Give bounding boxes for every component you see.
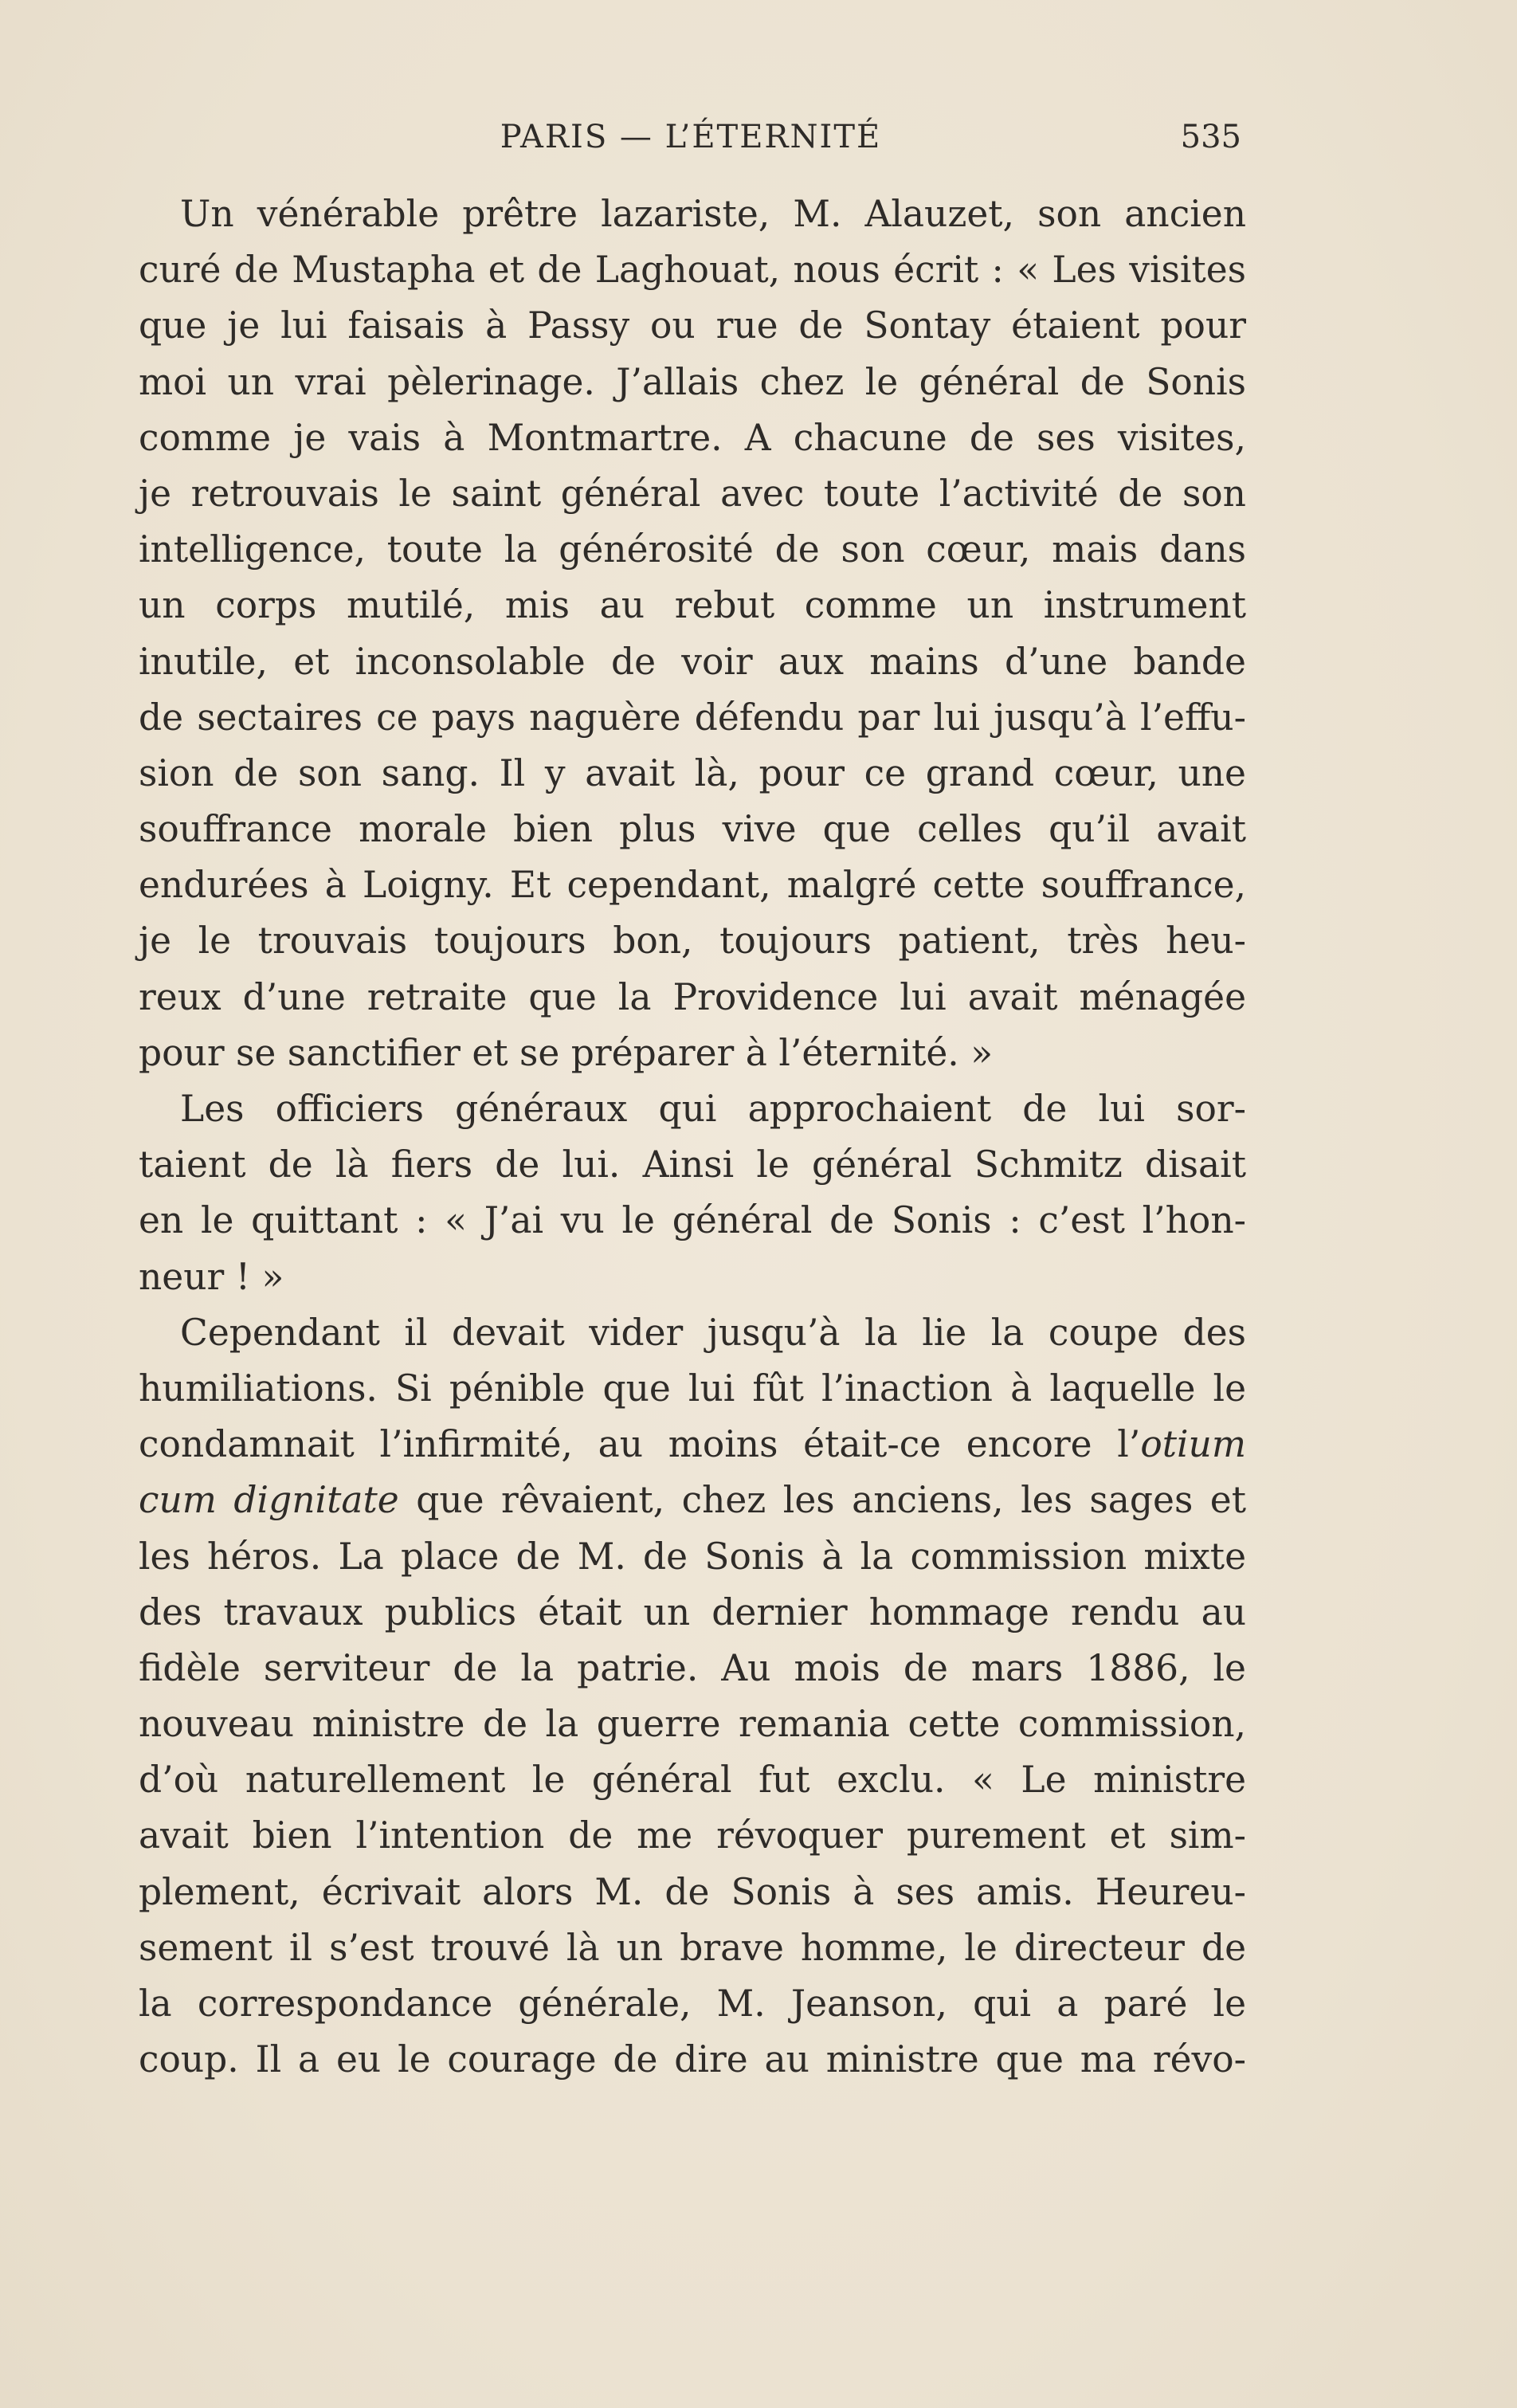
text-line: endurées à Loigny. Et cependant, malgré cette souffrance, (139, 864, 1246, 907)
text-line: coup. Il a eu le courage de dire au ministre que ma révo- (139, 2038, 1246, 2081)
text-line: les héros. La place de M. de Sonis à la commission mixte (139, 1535, 1246, 1578)
text-line: un corps mutilé, mis au rebut comme un instrument (139, 584, 1246, 627)
text-line: sion de son sang. Il y avait là, pour ce grand cœur, une (139, 751, 1246, 794)
text-line: Les officiers généraux qui approchaient de lui sor- (180, 1088, 1246, 1130)
text-line: plement, écrivait alors M. de Sonis à ses amis. Heureu- (139, 1870, 1246, 1913)
text-line: la correspondance générale, M. Jeanson, qui a paré le (139, 1982, 1246, 2025)
text-line: des travaux publics était un dernier hommage rendu au (139, 1590, 1246, 1633)
italic-text: cum dignitate (139, 1479, 399, 1522)
text-line: je retrouvais le saint général avec toute l’activité de son (139, 472, 1246, 515)
page-number: 535 (1180, 119, 1241, 155)
text-line: que je lui faisais à Passy ou rue de Sontay étaient pour (139, 304, 1246, 347)
text-line (139, 1417, 1246, 1473)
text-line: neur ! » (139, 1255, 284, 1298)
text-line: pour se sanctifier et se préparer à l’éternité. » (139, 1031, 994, 1074)
text-line (139, 1473, 1246, 1528)
text-line: d’où naturellement le général fut exclu. « Le ministre (139, 1759, 1246, 1802)
text-line: sement il s’est trouvé là un brave homme, le directeur de (139, 1926, 1246, 1969)
text-run: que rêvaient, chez les anciens, les sages et (398, 1479, 1246, 1522)
text-line: comme je vais à Montmartre. A chacune de ses visites, (139, 416, 1246, 459)
text-run: condamnait l’infirmité, au moins était-ce encore l’ (139, 1423, 1141, 1466)
text-line: curé de Mustapha et de Laghouat, nous écrit : « Les visites (139, 249, 1246, 292)
text-line: taient de là fiers de lui. Ainsi le général Schmitz disait (139, 1143, 1246, 1186)
text-line: en le quittant : « J’ai vu le général de Sonis : c’est l’hon- (139, 1199, 1246, 1242)
text-line: fidèle serviteur de la patrie. Au mois de mars 1886, le (139, 1646, 1246, 1689)
text-line: Un vénérable prêtre lazariste, M. Alauzet, son ancien (180, 193, 1246, 235)
text-line: intelligence, toute la générosité de son cœur, mais dans (139, 528, 1246, 571)
text-line: Cependant il devait vider jusqu’à la lie la coupe des (180, 1311, 1246, 1354)
body-text (139, 186, 1246, 2088)
text-line: souffrance morale bien plus vive que celles qu’il avait (139, 808, 1246, 851)
text-line: je le trouvais toujours bon, toujours patient, très heu- (139, 920, 1246, 963)
text-line: avait bien l’intention de me révoquer purement et sim- (139, 1814, 1246, 1857)
running-head: PARIS — L’ÉTERNITÉ (500, 119, 882, 155)
text-line: humiliations. Si pénible que lui fût l’inaction à laquelle le (139, 1367, 1246, 1410)
text-line: reux d’une retraite que la Providence lui avait ménagée (139, 975, 1246, 1018)
page-header (140, 113, 1241, 161)
italic-text: otium (1140, 1423, 1246, 1466)
text-line: inutile, et inconsolable de voir aux mains d’une bande (139, 640, 1246, 683)
text-line: de sectaires ce pays naguère défendu par lui jusqu’à l’effu- (139, 696, 1246, 739)
text-line: moi un vrai pèlerinage. J’allais chez le général de Sonis (139, 360, 1246, 403)
text-line: nouveau ministre de la guerre remania cette commission, (139, 1703, 1246, 1746)
